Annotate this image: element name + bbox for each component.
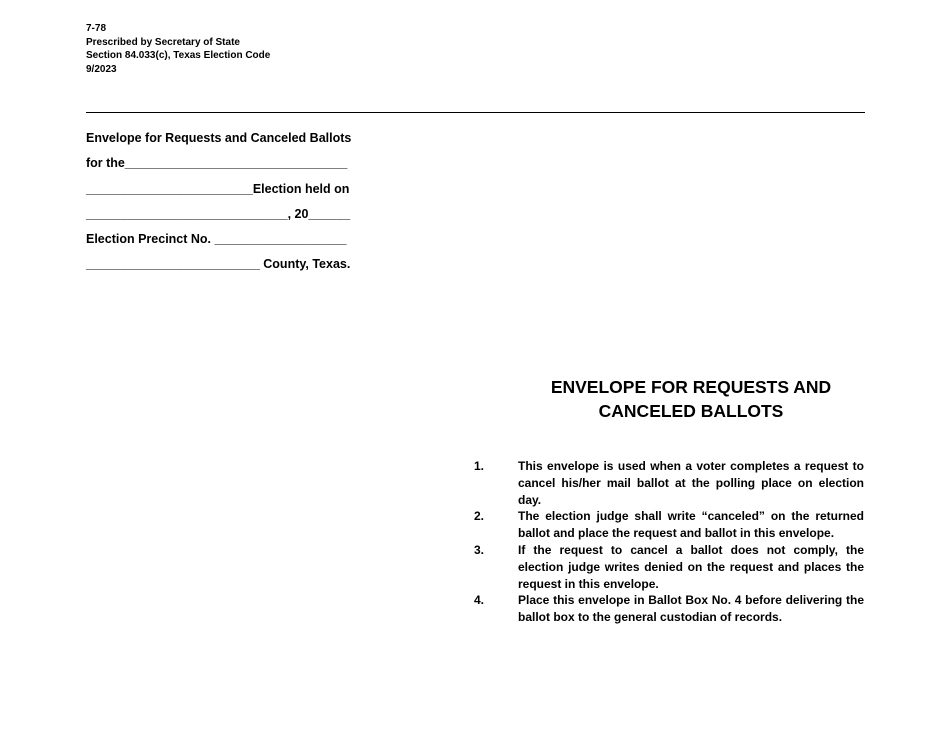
title-line-1: ENVELOPE FOR REQUESTS AND xyxy=(550,377,832,397)
prescribed-by: Prescribed by Secretary of State xyxy=(86,36,240,48)
form-date: 9/2023 xyxy=(86,63,117,75)
instruction-number: 2. xyxy=(474,509,485,524)
election-name-field: for the________________________________ xyxy=(86,156,348,171)
instruction-item xyxy=(474,592,864,626)
instruction-number: 4. xyxy=(474,593,485,608)
instruction-item xyxy=(474,458,864,508)
instruction-text: Place this envelope in Ballot Box No. 4 before delivering the ballot box to the general custodian of records. xyxy=(518,593,864,625)
instruction-number: 1. xyxy=(474,459,485,473)
county-field: _________________________ County, Texas. xyxy=(86,257,351,272)
envelope-label: Envelope for Requests and Canceled Ballots xyxy=(86,131,352,145)
horizontal-divider xyxy=(86,112,865,113)
instruction-text: If the request to cancel a ballot does not comply, the election judge writes denied on the request and places the request in this envelope. xyxy=(518,542,864,591)
code-section: Section 84.033(c), Texas Election Code xyxy=(86,50,271,61)
form-number: 7-78 xyxy=(86,23,107,34)
instructions-list xyxy=(474,458,864,626)
instruction-text: This envelope is used when a voter completes a request to cancel his/her mail ballot at the polling place on election day. xyxy=(518,459,864,507)
election-held-on-field: ________________________Election held on xyxy=(86,181,350,196)
title-line-2: CANCELED BALLOTS xyxy=(598,401,784,421)
envelope-address-block xyxy=(86,128,351,280)
instruction-number: 3. xyxy=(474,542,485,557)
instruction-item xyxy=(474,542,864,592)
envelope-title xyxy=(510,375,872,423)
instruction-text: The election judge shall write “canceled” on the returned ballot and place the request and ballot in this envelope. xyxy=(518,509,864,541)
election-date-field: _____________________________, 20______ xyxy=(86,206,351,221)
form-header xyxy=(86,22,270,76)
instruction-item xyxy=(474,508,864,542)
precinct-number-field: Election Precinct No. ___________________ xyxy=(86,232,347,247)
